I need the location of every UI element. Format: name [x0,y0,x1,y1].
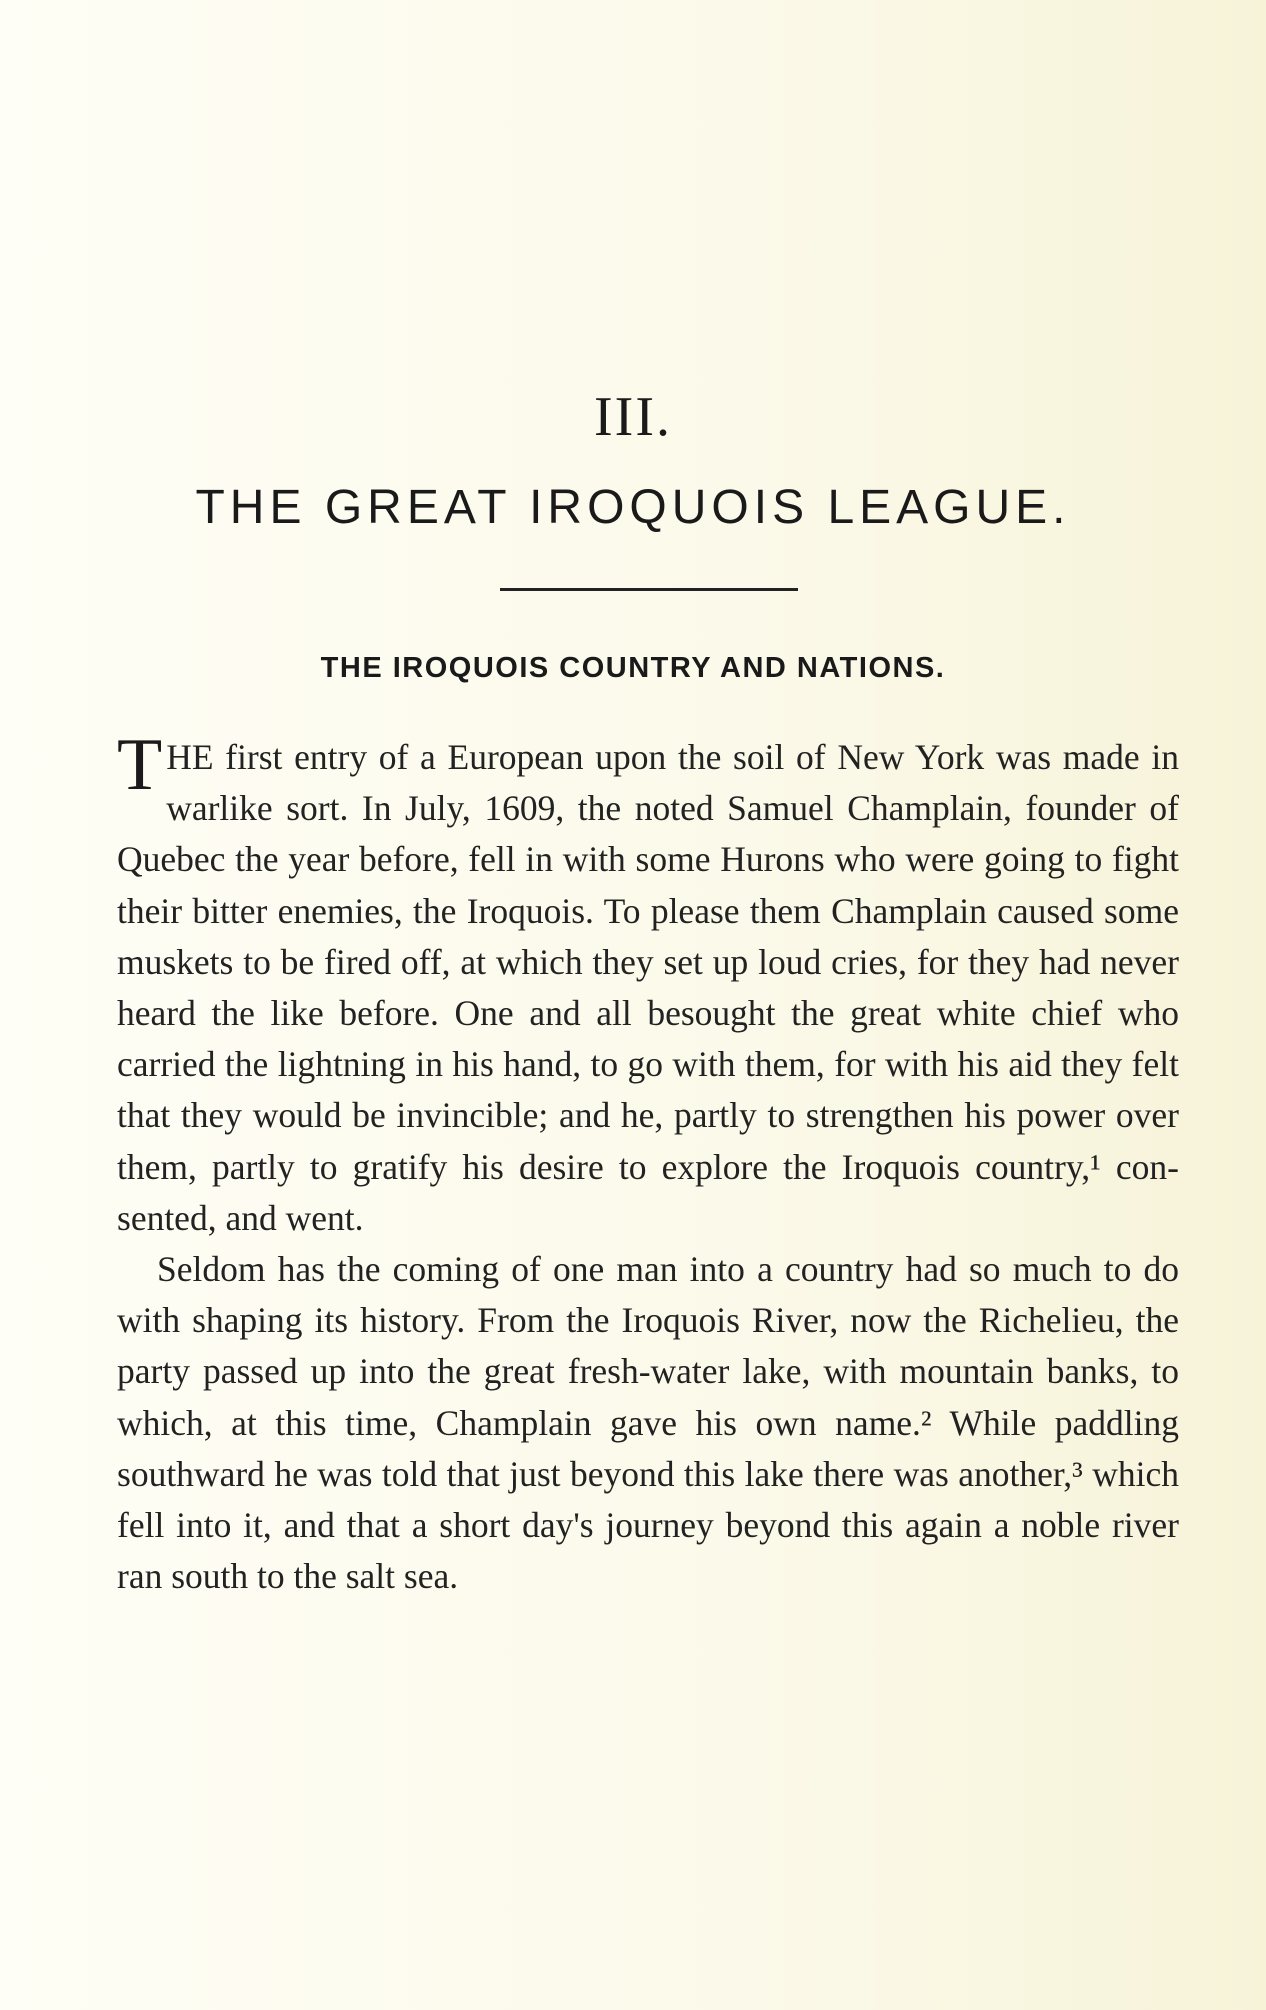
title-rule-divider [500,588,798,591]
paragraph-1 [117,724,1179,1244]
chapter-number: III. [594,386,672,448]
paragraph-2: Seldom has the coming of one man into a country had so much to do with shaping its history. From the Iroquois River, now the Richelieu, the party passed up into the great fresh-water lake, with mountain banks, to which, at this time, Champlain gave his own name.² While paddling southward he was told that just beyond this lake there was another,³ which fell into it, and that a short day's journey beyond this again a noble river ran south to the salt sea. [117,1249,1179,1597]
body-text [117,724,1179,1602]
chapter-title: THE GREAT IROQUOIS LEAGUE. [195,481,1071,534]
paragraph-1-text: HE first entry of a European upon the soil of New York was made in warlike sort. In July, 1609, the noted Samuel Champlain, founder of Quebec the year before, fell in with some Hurons who were going to fight their bitter enemies, the Iroquois. To please them Champlain caused some muskets to be fired off, at which they set up loud cries, for they had never heard the like before. One and all besought the great white chief who carried the lightning in his hand, to go with them, for with his aid they felt that they would be invincible; and he, partly to strengthen his power over them, partly to gratify his desire to explore the Iroquois country,¹ consented, and went. [117,737,1179,1238]
section-heading: THE IROQUOIS COUNTRY AND NATIONS. [320,652,946,684]
drop-cap: T [117,724,163,806]
